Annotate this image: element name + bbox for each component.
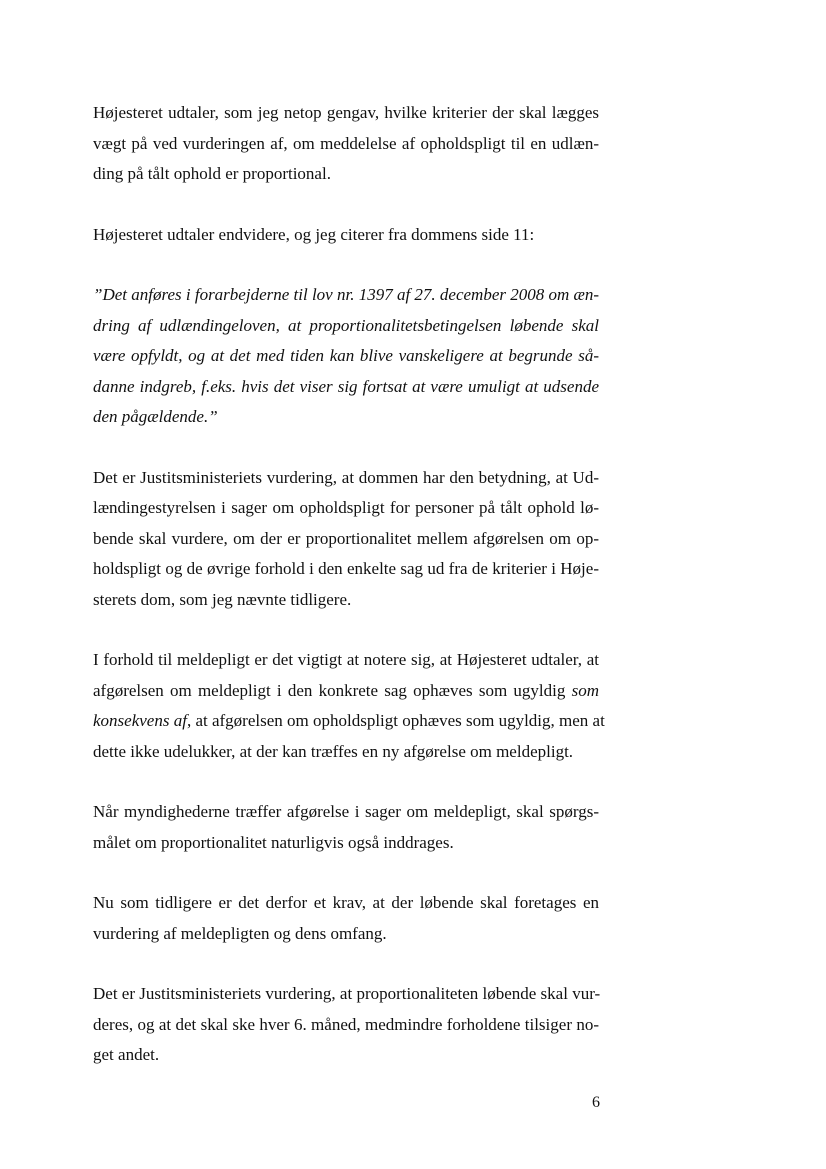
paragraph-ministry-assessment: [93, 463, 599, 616]
text-line: Det er Justitsministeriets vurdering, at proportionaliteten løbende skal vur-: [93, 984, 601, 1003]
text-line: get andet.: [93, 1045, 160, 1064]
text-line: deres, og at det skal ske hver 6. måned, medmindre forholdene tilsiger no-: [93, 1014, 599, 1034]
text-segment: afgørelsen om meldepligt i den konkrete sag ophæves som ugyldig: [93, 680, 572, 700]
text-segment: , at afgørelsen om opholdspligt ophæves som ugyldig, men at: [186, 711, 605, 730]
quote-line: den pågældende.”: [93, 407, 218, 426]
quote-line: danne indgreb, f.eks. hvis det viser sig fortsat at være umuligt at udsende: [93, 376, 599, 396]
text-line: sterets dom, som jeg nævnte tidligere.: [93, 589, 352, 609]
emphasis-text: som: [571, 680, 599, 700]
paragraph-reporting-duty: [93, 645, 605, 767]
text-line: vægt på ved vurderingen af, om meddelelse af opholdspligt til en udlæn-: [93, 133, 599, 153]
paragraph-criteria: [93, 98, 599, 190]
document-body: [93, 98, 605, 1071]
quote-line: være opfyldt, og at det med tiden kan blive vanskeligere at begrunde så-: [93, 346, 599, 365]
text-line: Højesteret udtaler, som jeg netop gengav, hvilke kriterier der skal lægges: [93, 103, 599, 122]
paragraph-requirement: [93, 888, 599, 949]
text-line: målet om proportionalitet naturligvis også inddrages.: [93, 832, 454, 852]
text-line: I forhold til meldepligt er det vigtigt at notere sig, at Højesteret udtaler, at: [93, 650, 599, 669]
text-line: vurdering af meldepligten og dens omfang.: [93, 923, 387, 943]
text-line: Når myndighederne træffer afgørelse i sager om meldepligt, skal spørgs-: [93, 802, 599, 821]
text-line: Højesteret udtaler endvidere, og jeg citerer fra dommens side 11:: [93, 224, 535, 244]
paragraph-proportionality: [93, 797, 599, 858]
emphasis-text: konsekvens af: [93, 711, 187, 730]
text-line: dette ikke udelukker, at der kan træffes en ny afgørelse om meldepligt.: [93, 741, 574, 761]
text-line: Nu som tidligere er det derfor et krav, at der løbende skal foretages en: [93, 893, 599, 912]
text-line: bende skal vurdere, om der er proportionalitet mellem afgørelsen om op-: [93, 528, 599, 548]
text-line: holdspligt og de øvrige forhold i den enkelte sag ud fra de kriterier i Høje-: [93, 559, 599, 578]
quote-line: ”Det anføres i forarbejderne til lov nr. 1397 af 27. december 2008 om æn-: [93, 285, 600, 304]
text-line: lændingestyrelsen i sager om opholdspligt for personer på tålt ophold lø-: [93, 498, 599, 517]
page-number: 6: [592, 1094, 600, 1111]
quote-line: dring af udlændingeloven, at proportionalitetsbetingelsen løbende skal: [93, 315, 599, 335]
paragraph-citation-intro: [93, 220, 599, 251]
block-quote: [93, 280, 599, 433]
text-line: [93, 706, 605, 737]
text-line: ding på tålt ophold er proportional.: [93, 164, 331, 183]
text-line: Det er Justitsministeriets vurdering, at dommen har den betydning, at Ud-: [93, 467, 599, 487]
paragraph-six-months: [93, 979, 599, 1071]
text-line: [93, 676, 599, 707]
